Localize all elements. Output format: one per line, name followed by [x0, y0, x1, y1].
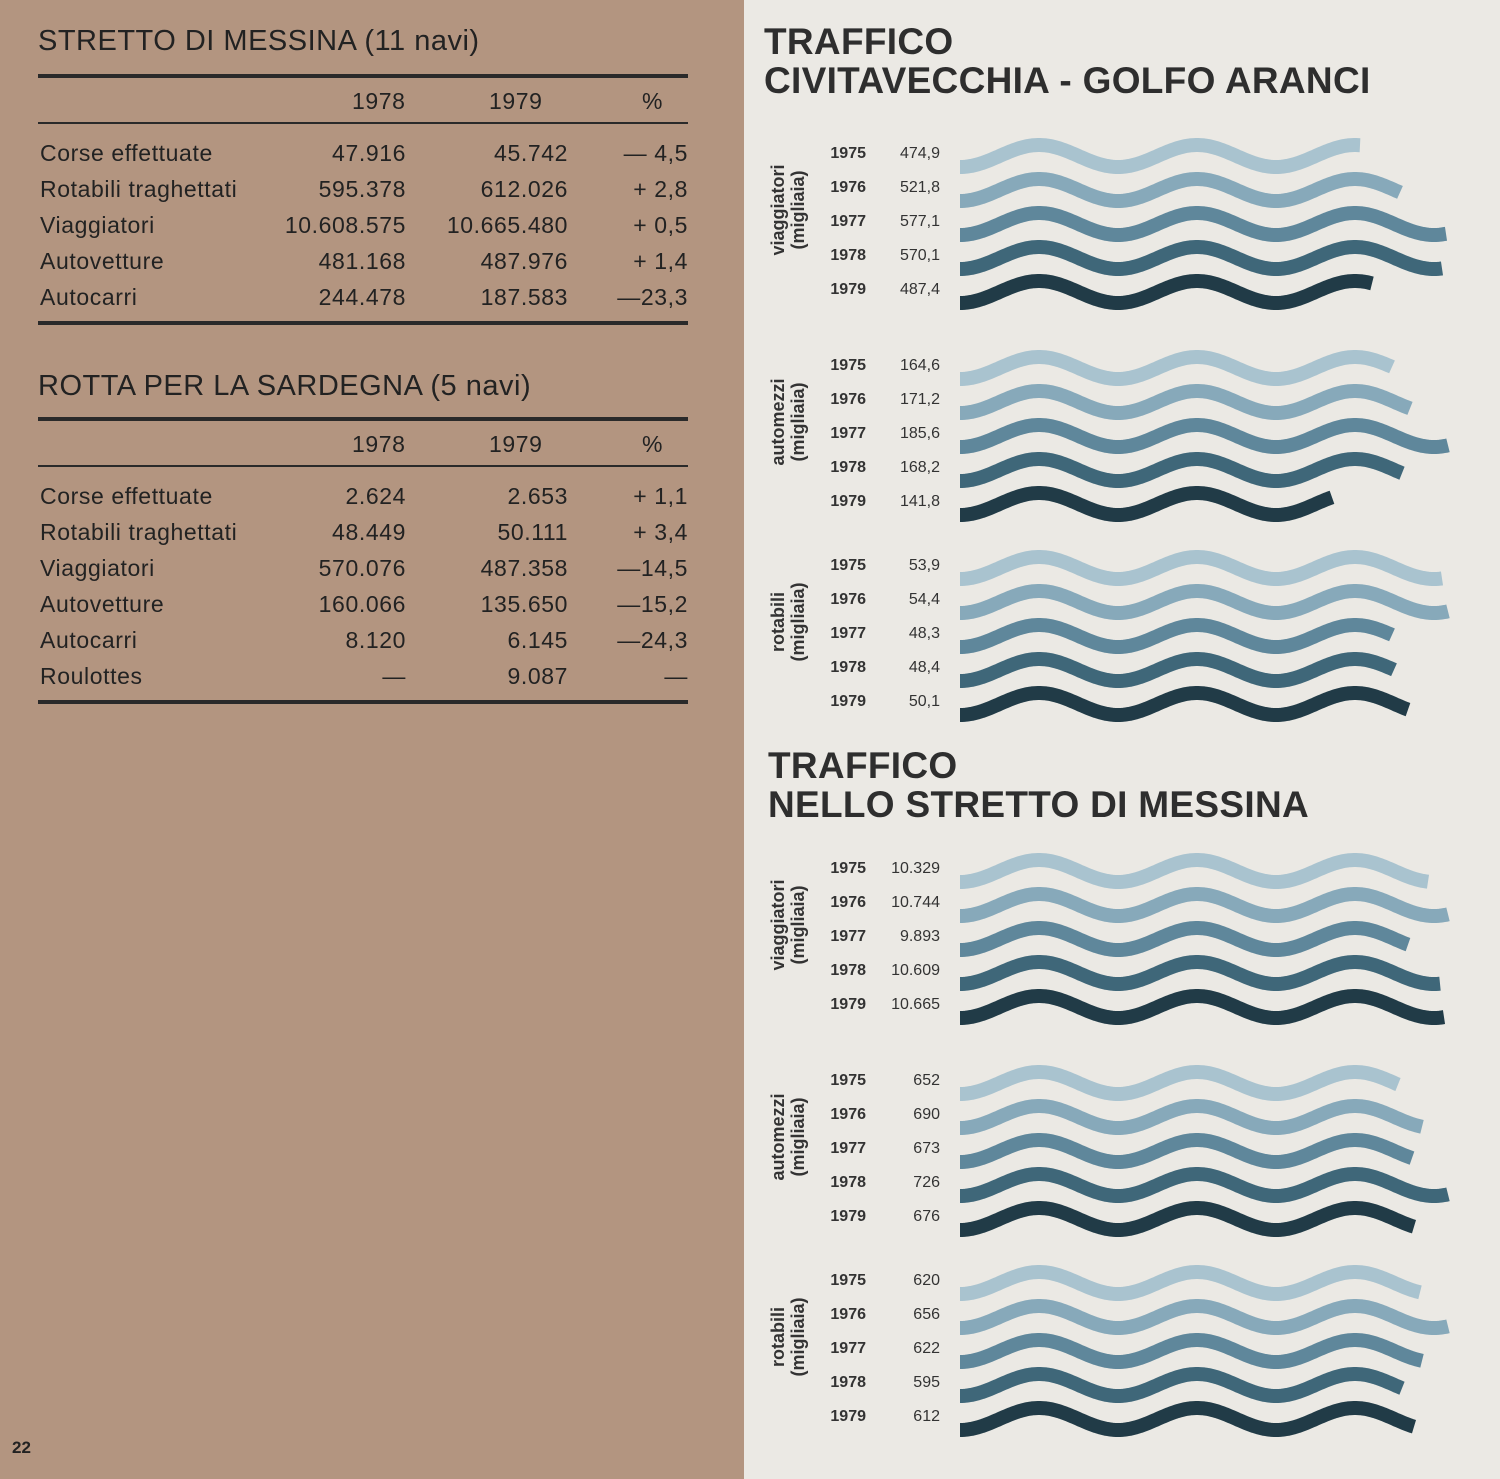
row-label: Corse effettuate — [40, 140, 213, 166]
wave-chart-svg — [758, 130, 1458, 730]
group-label-line: viaggiatori — [768, 164, 788, 256]
rule — [38, 321, 688, 325]
year-label: 1979 — [830, 996, 866, 1013]
value-label: 50,1 — [908, 693, 940, 710]
group-label — [768, 1093, 808, 1180]
value-label: 570,1 — [899, 247, 940, 264]
value-label: 726 — [913, 1174, 940, 1191]
value-1978: 160.066 — [318, 591, 406, 617]
wave-bar-1976 — [960, 591, 1448, 613]
wave-bar-1977 — [960, 928, 1408, 950]
group-label — [768, 164, 808, 255]
value-1978: — — [382, 663, 406, 689]
row-label: Viaggiatori — [40, 212, 155, 238]
wave-bar-1976 — [960, 894, 1448, 916]
wave-bar-1978 — [960, 962, 1440, 984]
table-row — [38, 169, 688, 205]
value-percent: —24,3 — [617, 627, 688, 653]
value-label: 10.744 — [891, 894, 940, 911]
row-label: Autocarri — [40, 284, 138, 310]
header-percent: % — [642, 431, 664, 457]
year-label: 1979 — [830, 1408, 866, 1425]
wave-bar-1976 — [960, 1106, 1422, 1128]
group-label-line: rotabili — [768, 1306, 788, 1368]
value-1978: 481.168 — [318, 248, 406, 274]
wave-bar-1978 — [960, 459, 1402, 481]
value-percent: —23,3 — [617, 284, 688, 310]
value-label: 690 — [913, 1106, 940, 1123]
value-1979: 45.742 — [494, 140, 568, 166]
page-number: 22 — [12, 1438, 31, 1457]
value-label: 474,9 — [899, 145, 940, 162]
year-label: 1976 — [830, 179, 866, 196]
value-label: 652 — [913, 1072, 940, 1089]
year-label: 1979 — [830, 1208, 866, 1225]
value-1979: 50.111 — [497, 519, 568, 545]
row-label: Autovetture — [40, 591, 165, 617]
group-label-line: viaggiatori — [768, 879, 788, 971]
value-1979: 187.583 — [480, 284, 568, 310]
value-1978: 570.076 — [318, 555, 406, 581]
wave-bar-1976 — [960, 391, 1410, 413]
value-label: 53,9 — [908, 557, 940, 574]
value-label: 168,2 — [899, 459, 940, 476]
year-label: 1975 — [830, 860, 866, 877]
group-label — [768, 879, 808, 970]
year-label: 1979 — [830, 281, 866, 298]
table-row — [38, 620, 688, 656]
wave-bar-1975 — [960, 145, 1360, 167]
wave-bar-1975 — [960, 1272, 1420, 1294]
value-1978: 48.449 — [332, 519, 406, 545]
value-label: 656 — [913, 1306, 940, 1323]
table-row — [38, 133, 688, 169]
header-1979: 1979 — [489, 431, 543, 457]
wave-bar-1979 — [960, 693, 1408, 715]
rule — [38, 700, 688, 704]
row-label: Autovetture — [40, 248, 165, 274]
group-label-line: (migliaia) — [788, 1097, 808, 1177]
wave-bar-1978 — [960, 247, 1442, 269]
table-row — [38, 584, 688, 620]
group-label-line: rotabili — [768, 591, 788, 653]
value-label: 9.893 — [899, 928, 940, 945]
value-label: 487,4 — [899, 281, 940, 298]
value-1979: 9.087 — [507, 663, 568, 689]
table-row — [38, 512, 688, 548]
year-label: 1978 — [830, 247, 866, 264]
year-label: 1976 — [830, 1106, 866, 1123]
chart-messina — [758, 845, 1458, 1445]
table-row — [38, 476, 688, 512]
wave-bar-1977 — [960, 625, 1392, 647]
group-label-line: (migliaia) — [788, 382, 808, 462]
wave-bar-1977 — [960, 425, 1448, 447]
value-percent: + 2,8 — [633, 176, 688, 202]
wave-bar-1977 — [960, 213, 1446, 235]
wave-bar-1975 — [960, 1072, 1398, 1094]
year-label: 1976 — [830, 391, 866, 408]
value-1978: 595.378 — [318, 176, 406, 202]
group-label — [768, 582, 808, 661]
value-label: 164,6 — [899, 357, 940, 374]
group-label-line: automezzi — [768, 378, 788, 466]
header-1978: 1978 — [352, 431, 406, 457]
year-label: 1976 — [830, 894, 866, 911]
year-label: 1978 — [830, 459, 866, 476]
group-label-line: automezzi — [768, 1093, 788, 1181]
year-label: 1977 — [830, 625, 866, 642]
chart-title-messina — [768, 746, 1309, 824]
value-1978: 10.608.575 — [284, 212, 406, 238]
year-label: 1978 — [830, 659, 866, 676]
year-label: 1976 — [830, 591, 866, 608]
table-title: STRETTO DI MESSINA (11 navi) — [38, 25, 480, 57]
value-label: 141,8 — [899, 493, 940, 510]
value-percent: — 4,5 — [623, 140, 688, 166]
value-label: 48,4 — [908, 659, 940, 676]
value-1979: 487.976 — [480, 248, 568, 274]
value-label: 673 — [913, 1140, 940, 1157]
year-label: 1975 — [830, 1272, 866, 1289]
wave-chart-svg — [758, 845, 1458, 1445]
header-percent: % — [642, 88, 664, 114]
value-1979: 135.650 — [480, 591, 568, 617]
table-header — [38, 78, 688, 122]
value-1979: 6.145 — [507, 627, 568, 653]
table-header — [38, 421, 688, 465]
group-label — [768, 1297, 808, 1376]
value-label: 54,4 — [908, 591, 940, 608]
left-panel — [0, 0, 744, 1479]
value-label: 185,6 — [899, 425, 940, 442]
wave-bar-1979 — [960, 996, 1444, 1018]
value-label: 10.329 — [891, 860, 940, 877]
value-percent: + 3,4 — [633, 519, 688, 545]
year-label: 1977 — [830, 1340, 866, 1357]
year-label: 1977 — [830, 1140, 866, 1157]
table-title: ROTTA PER LA SARDEGNA (5 navi) — [38, 370, 532, 402]
wave-bar-1979 — [960, 493, 1332, 515]
year-label: 1978 — [830, 962, 866, 979]
wave-bar-1976 — [960, 1306, 1448, 1328]
row-label: Corse effettuate — [40, 483, 213, 509]
title-line: TRAFFICO — [764, 21, 954, 62]
wave-bar-1977 — [960, 1340, 1422, 1362]
row-label: Viaggiatori — [40, 555, 155, 581]
wave-bar-1979 — [960, 1208, 1414, 1230]
value-label: 612 — [913, 1408, 940, 1425]
group-label-line: (migliaia) — [788, 1297, 808, 1377]
group-label — [768, 378, 808, 465]
table-row — [38, 241, 688, 277]
value-label: 595 — [913, 1374, 940, 1391]
wave-bar-1978 — [960, 1374, 1402, 1396]
year-label: 1978 — [830, 1374, 866, 1391]
group-label-line: (migliaia) — [788, 885, 808, 965]
wave-bar-1978 — [960, 1174, 1448, 1196]
year-label: 1975 — [830, 145, 866, 162]
title-line: CIVITAVECCHIA - GOLFO ARANCI — [764, 60, 1371, 101]
wave-bar-1975 — [960, 357, 1392, 379]
year-label: 1976 — [830, 1306, 866, 1323]
header-1978: 1978 — [352, 88, 406, 114]
table-row — [38, 656, 688, 692]
year-label: 1979 — [830, 693, 866, 710]
year-label: 1975 — [830, 357, 866, 374]
value-1979: 10.665.480 — [446, 212, 568, 238]
group-label-line: (migliaia) — [788, 170, 808, 250]
value-label: 10.609 — [891, 962, 940, 979]
value-label: 622 — [913, 1340, 940, 1357]
group-label-line: (migliaia) — [788, 582, 808, 662]
wave-bar-1975 — [960, 860, 1428, 882]
row-label: Rotabili traghettati — [40, 176, 238, 202]
wave-bar-1979 — [960, 1408, 1414, 1430]
value-1979: 487.358 — [480, 555, 568, 581]
year-label: 1978 — [830, 1174, 866, 1191]
header-1979: 1979 — [489, 88, 543, 114]
value-1978: 8.120 — [345, 627, 406, 653]
value-label: 10.665 — [891, 996, 940, 1013]
row-label: Autocarri — [40, 627, 138, 653]
wave-bar-1979 — [960, 281, 1372, 303]
year-label: 1975 — [830, 557, 866, 574]
row-label: Rotabili traghettati — [40, 519, 238, 545]
table-row — [38, 277, 688, 313]
value-percent: — — [664, 663, 688, 689]
table-row — [38, 205, 688, 241]
table-stretto-di-messina — [38, 25, 688, 325]
chart-civitavecchia — [758, 130, 1458, 730]
value-label: 171,2 — [899, 391, 940, 408]
value-label: 521,8 — [899, 179, 940, 196]
value-percent: —15,2 — [617, 591, 688, 617]
year-label: 1977 — [830, 213, 866, 230]
value-label: 676 — [913, 1208, 940, 1225]
year-label: 1977 — [830, 425, 866, 442]
wave-bar-1978 — [960, 659, 1394, 681]
value-label: 620 — [913, 1272, 940, 1289]
chart-title-civitavecchia — [764, 22, 1371, 100]
wave-bar-1975 — [960, 557, 1442, 579]
value-label: 48,3 — [908, 625, 940, 642]
year-label: 1977 — [830, 928, 866, 945]
value-percent: + 1,4 — [633, 248, 688, 274]
value-percent: + 0,5 — [633, 212, 688, 238]
year-label: 1975 — [830, 1072, 866, 1089]
value-percent: + 1,1 — [633, 483, 688, 509]
value-percent: —14,5 — [617, 555, 688, 581]
wave-bar-1977 — [960, 1140, 1412, 1162]
value-1979: 612.026 — [480, 176, 568, 202]
table-row — [38, 548, 688, 584]
value-1978: 244.478 — [318, 284, 406, 310]
year-label: 1979 — [830, 493, 866, 510]
table-rotta-sardegna — [38, 370, 688, 704]
wave-bar-1976 — [960, 179, 1400, 201]
title-line: TRAFFICO — [768, 745, 958, 786]
value-label: 577,1 — [899, 213, 940, 230]
value-1978: 2.624 — [345, 483, 406, 509]
value-1978: 47.916 — [332, 140, 406, 166]
row-label: Roulottes — [40, 663, 143, 689]
value-1979: 2.653 — [507, 483, 568, 509]
title-line: NELLO STRETTO DI MESSINA — [768, 784, 1309, 825]
